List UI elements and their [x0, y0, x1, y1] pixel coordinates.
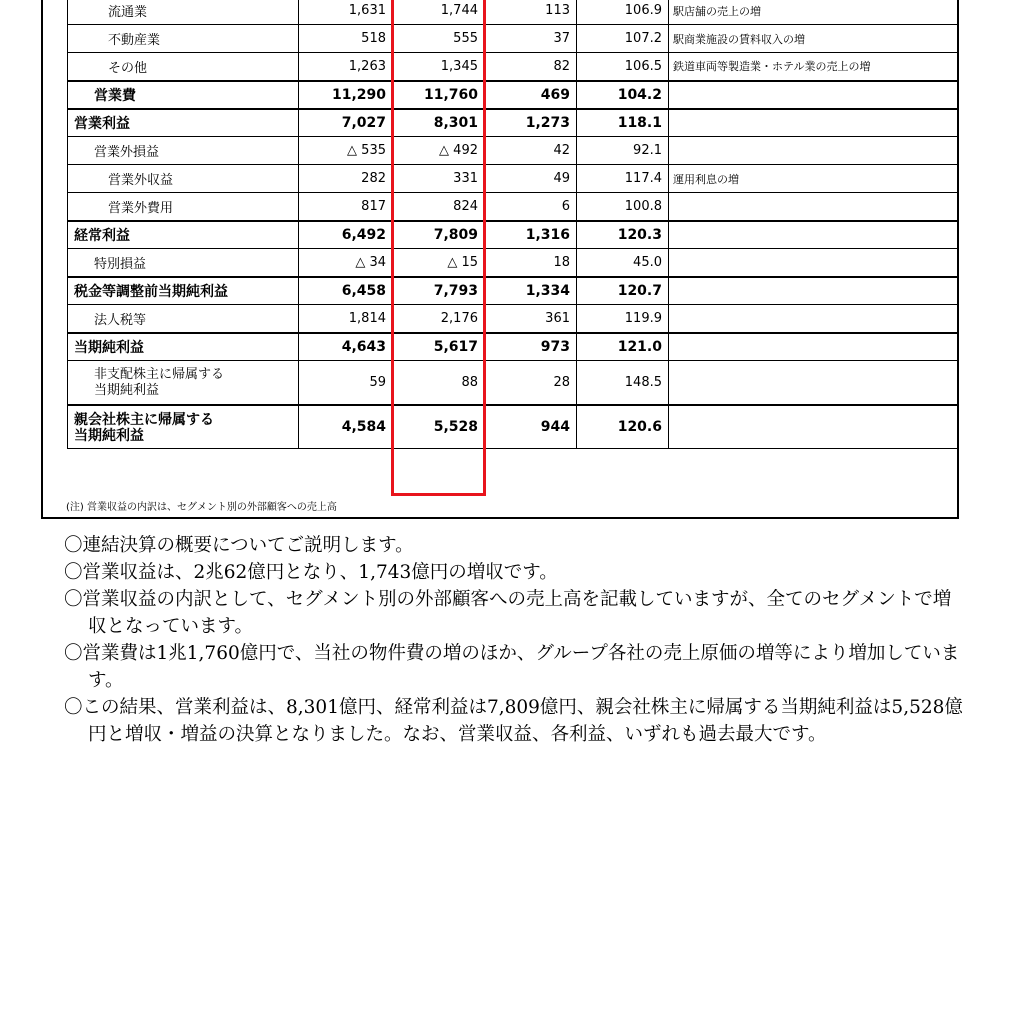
row-label: 営業外費用	[68, 193, 299, 221]
difference-value: 361	[485, 305, 577, 333]
row-label: その他	[68, 53, 299, 81]
current-year-value: 5,528	[393, 405, 485, 449]
table-row	[68, 221, 958, 249]
current-year-value: 1,345	[393, 53, 485, 81]
table-row	[68, 361, 958, 405]
table-row	[68, 305, 958, 333]
note-text	[669, 305, 958, 333]
prev-year-value: 6,492	[299, 221, 393, 249]
note-text	[669, 333, 958, 361]
current-year-value: 2,176	[393, 305, 485, 333]
summary-text	[64, 532, 964, 748]
table-row	[68, 405, 958, 449]
prev-year-value: 1,631	[299, 0, 393, 25]
prev-year-value: 1,814	[299, 305, 393, 333]
summary-item: 〇この結果、営業利益は、8,301億円、経常利益は7,809億円、親会社株主に帰属する当期純利益は5,528億円と増収・増益の決算となりました。なお、営業収益、各利益、いずれも過去最大です。	[64, 697, 963, 745]
difference-value: 82	[485, 53, 577, 81]
difference-value: 113	[485, 0, 577, 25]
note-text	[669, 277, 958, 305]
ratio-value: 100.8	[577, 193, 669, 221]
row-label: 当期純利益	[68, 333, 299, 361]
prev-year-value: 4,643	[299, 333, 393, 361]
prev-year-value: △ 34	[299, 249, 393, 277]
current-year-value: 11,760	[393, 81, 485, 109]
difference-value: 6	[485, 193, 577, 221]
row-label: 特別損益	[68, 249, 299, 277]
row-label: 経常利益	[68, 221, 299, 249]
note-text	[669, 405, 958, 449]
difference-value: 944	[485, 405, 577, 449]
current-year-value: △ 492	[393, 137, 485, 165]
current-year-value: △ 15	[393, 249, 485, 277]
table-row	[68, 277, 958, 305]
row-label: 流通業	[68, 0, 299, 25]
table-row	[68, 193, 958, 221]
prev-year-value: 59	[299, 361, 393, 405]
prev-year-value: 4,584	[299, 405, 393, 449]
difference-value: 28	[485, 361, 577, 405]
table-row	[68, 249, 958, 277]
difference-value: 49	[485, 165, 577, 193]
table-row	[68, 25, 958, 53]
current-year-value: 824	[393, 193, 485, 221]
ratio-value: 148.5	[577, 361, 669, 405]
current-year-value: 555	[393, 25, 485, 53]
note-text: 駅商業施設の賃料収入の増	[669, 25, 958, 53]
note-text	[669, 361, 958, 405]
prev-year-value: △ 535	[299, 137, 393, 165]
difference-value: 37	[485, 25, 577, 53]
ratio-value: 45.0	[577, 249, 669, 277]
table-row	[68, 137, 958, 165]
ratio-value: 106.9	[577, 0, 669, 25]
financial-table	[67, 0, 958, 449]
difference-value: 469	[485, 81, 577, 109]
difference-value: 42	[485, 137, 577, 165]
prev-year-value: 282	[299, 165, 393, 193]
difference-value: 1,316	[485, 221, 577, 249]
prev-year-value: 7,027	[299, 109, 393, 137]
current-year-value: 88	[393, 361, 485, 405]
row-label: 営業外損益	[68, 137, 299, 165]
row-label: 営業外収益	[68, 165, 299, 193]
note-text	[669, 221, 958, 249]
table-row	[68, 165, 958, 193]
ratio-value: 120.6	[577, 405, 669, 449]
row-label: 営業費	[68, 81, 299, 109]
table-row	[68, 81, 958, 109]
ratio-value: 120.7	[577, 277, 669, 305]
table-row	[68, 53, 958, 81]
row-label: 法人税等	[68, 305, 299, 333]
ratio-value: 119.9	[577, 305, 669, 333]
current-year-value: 8,301	[393, 109, 485, 137]
current-year-value: 331	[393, 165, 485, 193]
current-year-value: 7,809	[393, 221, 485, 249]
ratio-value: 120.3	[577, 221, 669, 249]
difference-value: 1,273	[485, 109, 577, 137]
ratio-value: 121.0	[577, 333, 669, 361]
table-row	[68, 0, 958, 25]
table-row	[68, 109, 958, 137]
difference-value: 973	[485, 333, 577, 361]
note-text: 駅店舗の売上の増	[669, 0, 958, 25]
note-text	[669, 109, 958, 137]
ratio-value: 107.2	[577, 25, 669, 53]
summary-item: 〇営業収益の内訳として、セグメント別の外部顧客への売上高を記載していますが、全てのセグメントで増収となっています。	[64, 589, 952, 637]
current-year-value: 5,617	[393, 333, 485, 361]
ratio-value: 92.1	[577, 137, 669, 165]
prev-year-value: 518	[299, 25, 393, 53]
summary-item: 〇営業費は1兆1,760億円で、当社の物件費の増のほか、グループ各社の売上原価の増等により増加しています。	[64, 643, 960, 691]
row-label: 親会社株主に帰属する 当期純利益	[68, 405, 299, 449]
note-text	[669, 193, 958, 221]
note-text: 運用利息の増	[669, 165, 958, 193]
prev-year-value: 1,263	[299, 53, 393, 81]
note-text	[669, 249, 958, 277]
prev-year-value: 817	[299, 193, 393, 221]
difference-value: 1,334	[485, 277, 577, 305]
ratio-value: 118.1	[577, 109, 669, 137]
note-text	[669, 137, 958, 165]
ratio-value: 117.4	[577, 165, 669, 193]
note-text	[669, 81, 958, 109]
prev-year-value: 6,458	[299, 277, 393, 305]
row-label: 非支配株主に帰属する 当期純利益	[68, 361, 299, 405]
summary-item: 〇連結決算の概要についてご説明します。	[64, 535, 414, 556]
note-text: 鉄道車両等製造業・ホテル業の売上の増	[669, 53, 958, 81]
difference-value: 18	[485, 249, 577, 277]
summary-item: 〇営業収益は、2兆62億円となり、1,743億円の増収です。	[64, 562, 558, 583]
table-row	[68, 333, 958, 361]
row-label: 不動産業	[68, 25, 299, 53]
prev-year-value: 11,290	[299, 81, 393, 109]
ratio-value: 104.2	[577, 81, 669, 109]
table-footnote: (注) 営業収益の内訳は、セグメント別の外部顧客への売上高	[66, 502, 337, 513]
row-label: 税金等調整前当期純利益	[68, 277, 299, 305]
row-label: 営業利益	[68, 109, 299, 137]
current-year-value: 7,793	[393, 277, 485, 305]
current-year-value: 1,744	[393, 0, 485, 25]
ratio-value: 106.5	[577, 53, 669, 81]
